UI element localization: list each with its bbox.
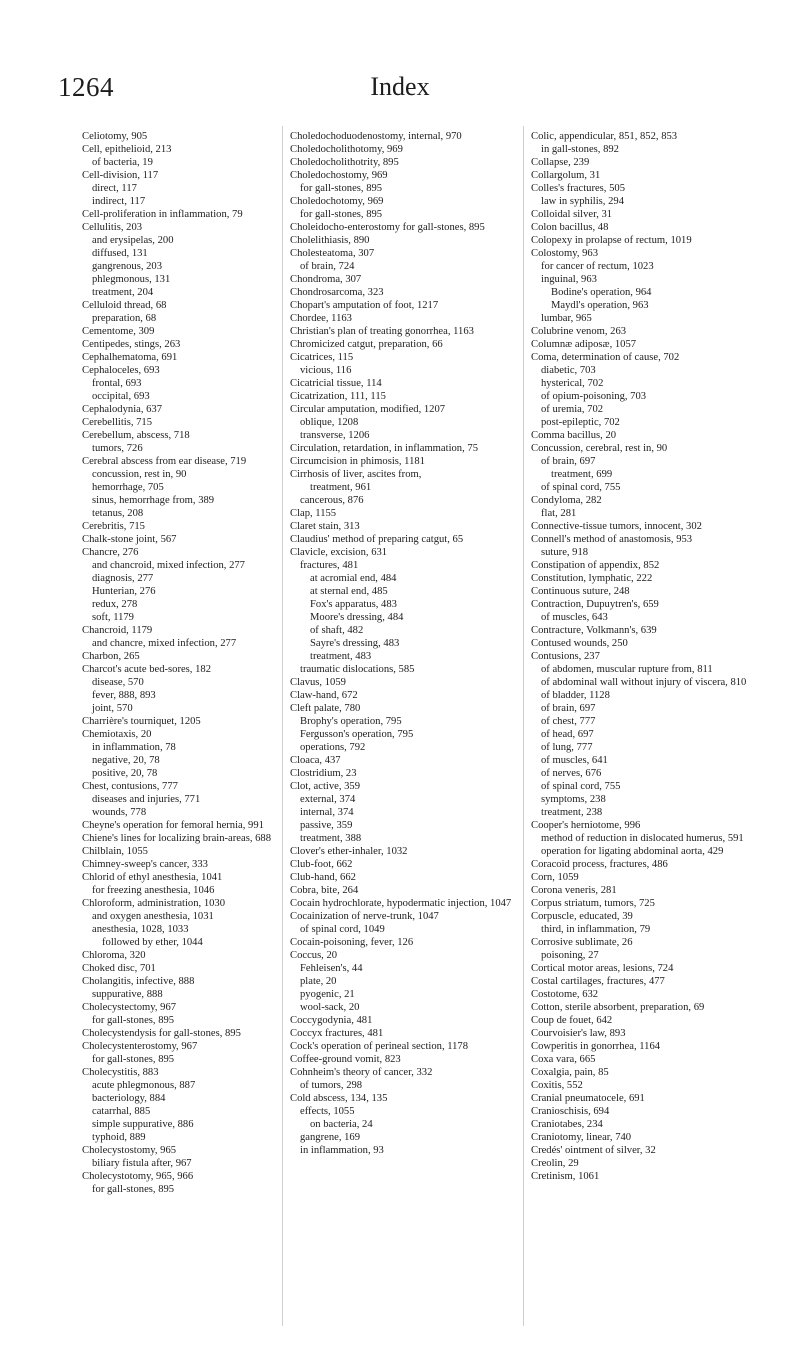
- index-entry: Centipedes, stings, 263: [82, 339, 181, 350]
- index-subentry: of brain, 724: [300, 261, 355, 272]
- index-subentry: tumors, 726: [92, 443, 143, 454]
- index-entry: Cementome, 309: [82, 326, 155, 337]
- index-subentry: fever, 888, 893: [92, 690, 156, 701]
- index-entry: Cobra, bite, 264: [290, 885, 359, 896]
- index-subentry: of spinal cord, 755: [541, 781, 621, 792]
- index-entry: Colloidal silver, 31: [531, 209, 613, 220]
- index-subentry: gangrene, 169: [300, 1132, 361, 1143]
- index-entry: Concussion, cerebral, rest in, 90: [531, 443, 668, 454]
- index-subentry: Fergusson's operation, 795: [300, 729, 414, 740]
- index-entry: Credés' ointment of silver, 32: [531, 1145, 656, 1156]
- index-subentry: lumbar, 965: [541, 313, 592, 324]
- index-entry: Coracoid process, fractures, 486: [531, 859, 668, 870]
- index-entry: Cooper's herniotome, 996: [531, 820, 641, 831]
- index-entry: Cholelithiasis, 890: [290, 235, 370, 246]
- index-subentry: hysterical, 702: [541, 378, 604, 389]
- index-entry: Chondrosarcoma, 323: [290, 287, 384, 298]
- index-subentry: of bladder, 1128: [541, 690, 610, 701]
- index-entry: Chiene's lines for localizing brain-areas, 688: [82, 833, 272, 844]
- index-entry: Costotome, 632: [531, 989, 599, 1000]
- index-entry: Celluloid thread, 68: [82, 300, 167, 311]
- index-subentry: fractures, 481: [300, 560, 359, 571]
- index-entry: Circumcision in phimosis, 1181: [290, 456, 425, 467]
- index-entry: Cirrhosis of liver, ascites from,: [290, 469, 422, 480]
- index-entry: Coma, determination of cause, 702: [531, 352, 680, 363]
- index-entry: Cerebritis, 715: [82, 521, 145, 532]
- index-subentry: internal, 374: [300, 807, 354, 818]
- index-entry: Choked disc, 701: [82, 963, 156, 974]
- index-subentry: phlegmonous, 131: [92, 274, 171, 285]
- index-entry: Clostridium, 23: [290, 768, 357, 779]
- index-entry: Cholecystotomy, 965, 966: [82, 1171, 194, 1182]
- index-entry: Coxalgia, pain, 85: [531, 1067, 609, 1078]
- index-entry: Cicatricial tissue, 114: [290, 378, 382, 389]
- index-entry: Cephalhematoma, 691: [82, 352, 178, 363]
- index-entry: Cell-division, 117: [82, 170, 159, 181]
- index-subentry: pyogenic, 21: [300, 989, 355, 1000]
- index-subentry: and chancroid, mixed infection, 277: [92, 560, 245, 571]
- index-subentry: and oxygen anesthesia, 1031: [92, 911, 214, 922]
- index-subentry: third, in inflammation, 79: [541, 924, 651, 935]
- index-subentry: followed by ether, 1044: [102, 937, 203, 948]
- index-subentry: symptoms, 238: [541, 794, 606, 805]
- index-subentry: of chest, 777: [541, 716, 596, 727]
- index-entry: Chancre, 276: [82, 547, 139, 558]
- index-subentry: of spinal cord, 1049: [300, 924, 385, 935]
- index-entry: Chemiotaxis, 20: [82, 729, 152, 740]
- index-subentry: of muscles, 641: [541, 755, 608, 766]
- page-title: Index: [370, 72, 430, 101]
- index-entry: Cholecystostomy, 965: [82, 1145, 177, 1156]
- index-entry: Coffee-ground vomit, 823: [290, 1054, 401, 1065]
- index-entry: Cerebellitis, 715: [82, 417, 153, 428]
- index-subentry: diabetic, 703: [541, 365, 596, 376]
- index-entry: Cloaca, 437: [290, 755, 341, 766]
- index-entry: Cotton, sterile absorbent, preparation, 69: [531, 1002, 705, 1013]
- index-subentry: external, 374: [300, 794, 356, 805]
- index-entry: Choledochostomy, 969: [290, 170, 388, 181]
- index-subentry: joint, 570: [92, 703, 133, 714]
- index-entry: Circular amputation, modified, 1207: [290, 404, 446, 415]
- index-entry: Collapse, 239: [531, 157, 590, 168]
- index-entry: Clot, active, 359: [290, 781, 361, 792]
- index-entry: Cleft palate, 780: [290, 703, 361, 714]
- index-subentry: simple suppurative, 886: [92, 1119, 194, 1130]
- index-entry: Coxa vara, 665: [531, 1054, 596, 1065]
- index-entry: Celiotomy, 905: [82, 131, 148, 142]
- index-entry: Coccyx fractures, 481: [290, 1028, 384, 1039]
- index-subentry: Maydl's operation, 963: [551, 300, 649, 311]
- index-entry: Corpus striatum, tumors, 725: [531, 898, 655, 909]
- index-subentry: concussion, rest in, 90: [92, 469, 187, 480]
- index-subentry: indirect, 117: [92, 196, 146, 207]
- index-subentry: treatment, 483: [310, 651, 372, 662]
- index-subentry: treatment, 204: [92, 287, 154, 298]
- index-subentry: Fehleisen's, 44: [300, 963, 363, 974]
- index-subentry: for gall-stones, 895: [300, 183, 383, 194]
- index-subentry: positive, 20, 78: [92, 768, 158, 779]
- index-subentry: of muscles, 643: [541, 612, 608, 623]
- index-entry: Chromicized catgut, preparation, 66: [290, 339, 443, 350]
- index-entry: Collargolum, 31: [531, 170, 601, 181]
- index-subentry: soft, 1179: [92, 612, 134, 623]
- index-entry: Cretinism, 1061: [531, 1171, 600, 1182]
- index-subentry: suppurative, 888: [92, 989, 163, 1000]
- index-entry: Choledochoduodenostomy, internal, 970: [290, 131, 462, 142]
- index-entry: Cell, epithelioid, 213: [82, 144, 172, 155]
- index-entry: Chimney-sweep's cancer, 333: [82, 859, 208, 870]
- index-subentry: in gall-stones, 892: [541, 144, 619, 155]
- index-subentry: effects, 1055: [300, 1106, 355, 1117]
- index-subentry: acute phlegmonous, 887: [92, 1080, 196, 1091]
- index-entry: Cephaloceles, 693: [82, 365, 160, 376]
- index-subentry: direct, 117: [92, 183, 137, 194]
- index-subentry: for cancer of rectum, 1023: [541, 261, 654, 272]
- index-entry: Circulation, retardation, in inflammation, 75: [290, 443, 478, 454]
- index-entry: Choledocholithotomy, 969: [290, 144, 403, 155]
- index-entry: Cocain hydrochlorate, hypodermatic injection, 1047: [290, 898, 512, 909]
- index-entry: Charbon, 265: [82, 651, 140, 662]
- index-entry: Comma bacillus, 20: [531, 430, 617, 441]
- index-column-1: [82, 130, 314, 1196]
- index-entry: Chalk-stone joint, 567: [82, 534, 177, 545]
- index-subentry: operations, 792: [300, 742, 366, 753]
- index-subentry: flat, 281: [541, 508, 577, 519]
- index-column-3: [531, 130, 763, 1183]
- index-subentry: treatment, 699: [551, 469, 613, 480]
- index-subentry: gangrenous, 203: [92, 261, 163, 272]
- index-entry: Coccygodynia, 481: [290, 1015, 373, 1026]
- index-subentry: transverse, 1206: [300, 430, 370, 441]
- index-entry: Choledocholithotrity, 895: [290, 157, 399, 168]
- index-entry: Chlorid of ethyl anesthesia, 1041: [82, 872, 223, 883]
- index-entry: Cell-proliferation in inflammation, 79: [82, 209, 243, 220]
- index-entry: Cholangitis, infective, 888: [82, 976, 195, 987]
- column-divider: [523, 126, 524, 1326]
- index-subentry: for gall-stones, 895: [300, 209, 383, 220]
- index-entry: Craniotomy, linear, 740: [531, 1132, 632, 1143]
- index-entry: Cholecystitis, 883: [82, 1067, 159, 1078]
- index-entry: Cellulitis, 203: [82, 222, 143, 233]
- index-entry: Choleidocho-enterostomy for gall-stones, 895: [290, 222, 485, 233]
- index-entry: Contraction, Dupuytren's, 659: [531, 599, 659, 610]
- index-subentry: of abdominal wall without injury of viscera, 810: [541, 677, 747, 688]
- index-entry: Creolin, 29: [531, 1158, 579, 1169]
- index-entry: Cranial pneumatocele, 691: [531, 1093, 645, 1104]
- index-entry: Contused wounds, 250: [531, 638, 628, 649]
- index-entry: Chest, contusions, 777: [82, 781, 178, 792]
- index-entry: Cohnheim's theory of cancer, 332: [290, 1067, 433, 1078]
- index-entry: Cholecystendysis for gall-stones, 895: [82, 1028, 241, 1039]
- index-entry: Contusions, 237: [531, 651, 600, 662]
- index-subentry: redux, 278: [92, 599, 138, 610]
- index-subentry: inguinal, 963: [541, 274, 597, 285]
- index-entry: Colles's fractures, 505: [531, 183, 625, 194]
- index-entry: Cranioschisis, 694: [531, 1106, 610, 1117]
- index-entry: Charcot's acute bed-sores, 182: [82, 664, 211, 675]
- index-subentry: operation for ligating abdominal aorta, 429: [541, 846, 724, 857]
- index-subentry: on bacteria, 24: [310, 1119, 373, 1130]
- index-subentry: for gall-stones, 895: [92, 1184, 175, 1195]
- index-entry: Cheyne's operation for femoral hernia, 991: [82, 820, 264, 831]
- index-entry: Corn, 1059: [531, 872, 579, 883]
- index-entry: Chordee, 1163: [290, 313, 352, 324]
- index-entry: Cerebellum, abscess, 718: [82, 430, 190, 441]
- index-entry: Condyloma, 282: [531, 495, 602, 506]
- index-entry: Corona veneris, 281: [531, 885, 617, 896]
- index-entry: Cicatrization, 111, 115: [290, 391, 386, 402]
- index-subentry: Moore's dressing, 484: [310, 612, 404, 623]
- index-subentry: disease, 570: [92, 677, 144, 688]
- index-subentry: passive, 359: [300, 820, 353, 831]
- index-subentry: diseases and injuries, 771: [92, 794, 201, 805]
- index-entry: Colubrine venom, 263: [531, 326, 627, 337]
- index-subentry: Brophy's operation, 795: [300, 716, 402, 727]
- index-subentry: and erysipelas, 200: [92, 235, 174, 246]
- index-subentry: negative, 20, 78: [92, 755, 160, 766]
- index-subentry: Bodine's operation, 964: [551, 287, 652, 298]
- index-column-2: [290, 130, 522, 1157]
- index-entry: Cicatrices, 115: [290, 352, 354, 363]
- index-entry: Colostomy, 963: [531, 248, 599, 259]
- index-subentry: for gall-stones, 895: [92, 1054, 175, 1065]
- index-subentry: of lung, 777: [541, 742, 593, 753]
- index-subentry: occipital, 693: [92, 391, 150, 402]
- index-entry: Columnæ adiposæ, 1057: [531, 339, 637, 350]
- index-subentry: bacteriology, 884: [92, 1093, 166, 1104]
- index-subentry: vicious, 116: [300, 365, 352, 376]
- index-subentry: at acromial end, 484: [310, 573, 397, 584]
- index-entry: Claudius' method of preparing catgut, 65: [290, 534, 464, 545]
- index-entry: Charrière's tourniquet, 1205: [82, 716, 201, 727]
- index-subentry: of abdomen, muscular rupture from, 811: [541, 664, 713, 675]
- index-subentry: for freezing anesthesia, 1046: [92, 885, 215, 896]
- index-subentry: Sayre's dressing, 483: [310, 638, 400, 649]
- index-entry: Chancroid, 1179: [82, 625, 153, 636]
- index-subentry: cancerous, 876: [300, 495, 364, 506]
- index-entry: Courvoisier's law, 893: [531, 1028, 626, 1039]
- index-subentry: of uremia, 702: [541, 404, 604, 415]
- index-entry: Cortical motor areas, lesions, 724: [531, 963, 674, 974]
- index-entry: Club-foot, 662: [290, 859, 353, 870]
- index-subentry: plate, 20: [300, 976, 337, 987]
- index-subentry: anesthesia, 1028, 1033: [92, 924, 189, 935]
- index-entry: Contracture, Volkmann's, 639: [531, 625, 657, 636]
- index-subentry: sinus, hemorrhage from, 389: [92, 495, 215, 506]
- index-subentry: method of reduction in dislocated humerus, 591: [541, 833, 744, 844]
- index-subentry: suture, 918: [541, 547, 589, 558]
- index-entry: Clover's ether-inhaler, 1032: [290, 846, 408, 857]
- index-entry: Cholecystectomy, 967: [82, 1002, 177, 1013]
- index-entry: Clap, 1155: [290, 508, 337, 519]
- index-subentry: post-epileptic, 702: [541, 417, 620, 428]
- index-entry: Claret stain, 313: [290, 521, 360, 532]
- index-subentry: wool-sack, 20: [300, 1002, 360, 1013]
- index-subentry: traumatic dislocations, 585: [300, 664, 415, 675]
- index-entry: Claw-hand, 672: [290, 690, 358, 701]
- index-entry: Cocainization of nerve-trunk, 1047: [290, 911, 439, 922]
- index-subentry: frontal, 693: [92, 378, 142, 389]
- index-entry: Colic, appendicular, 851, 852, 853: [531, 131, 678, 142]
- index-subentry: in inflammation, 93: [300, 1145, 384, 1156]
- index-entry: Christian's plan of treating gonorrhea, 1163: [290, 326, 474, 337]
- index-entry: Cephalodynia, 637: [82, 404, 163, 415]
- index-entry: Cock's operation of perineal section, 1178: [290, 1041, 469, 1052]
- index-subentry: of opium-poisoning, 703: [541, 391, 647, 402]
- index-subentry: treatment, 388: [300, 833, 362, 844]
- index-entry: Colopexy in prolapse of rectum, 1019: [531, 235, 692, 246]
- index-entry: Chilblain, 1055: [82, 846, 148, 857]
- index-entry: Chondroma, 307: [290, 274, 362, 285]
- index-subentry: oblique, 1208: [300, 417, 359, 428]
- index-subentry: poisoning, 27: [541, 950, 599, 961]
- index-subentry: of tumors, 298: [300, 1080, 363, 1091]
- index-subentry: preparation, 68: [92, 313, 157, 324]
- index-entry: Choledochotomy, 969: [290, 196, 384, 207]
- index-entry: Chloroform, administration, 1030: [82, 898, 226, 909]
- page-number: 1264: [58, 72, 114, 102]
- index-subentry: of brain, 697: [541, 703, 596, 714]
- index-subentry: treatment, 238: [541, 807, 603, 818]
- index-entry: Coxitis, 552: [531, 1080, 583, 1091]
- index-subentry: treatment, 961: [310, 482, 372, 493]
- index-subentry: and chancre, mixed infection, 277: [92, 638, 237, 649]
- index-entry: Colon bacillus, 48: [531, 222, 609, 233]
- index-entry: Clavus, 1059: [290, 677, 346, 688]
- index-subentry: in inflammation, 78: [92, 742, 176, 753]
- index-subentry: of spinal cord, 755: [541, 482, 621, 493]
- index-subentry: diagnosis, 277: [92, 573, 154, 584]
- index-subentry: wounds, 778: [92, 807, 147, 818]
- index-entry: Craniotabes, 234: [531, 1119, 603, 1130]
- index-entry: Chloroma, 320: [82, 950, 146, 961]
- index-subentry: biliary fistula after, 967: [92, 1158, 192, 1169]
- index-entry: Club-hand, 662: [290, 872, 356, 883]
- index-entry: Cocain-poisoning, fever, 126: [290, 937, 414, 948]
- index-subentry: hemorrhage, 705: [92, 482, 164, 493]
- index-entry: Costal cartilages, fractures, 477: [531, 976, 665, 987]
- index-subentry: of head, 697: [541, 729, 594, 740]
- index-entry: Cholecystenterostomy, 967: [82, 1041, 198, 1052]
- index-entry: Constipation of appendix, 852: [531, 560, 660, 571]
- index-entry: Chopart's amputation of foot, 1217: [290, 300, 439, 311]
- index-entry: Coup de fouet, 642: [531, 1015, 613, 1026]
- index-subentry: typhoid, 889: [92, 1132, 146, 1143]
- index-subentry: at sternal end, 485: [310, 586, 388, 597]
- index-subentry: of nerves, 676: [541, 768, 602, 779]
- index-entry: Coccus, 20: [290, 950, 338, 961]
- index-entry: Connell's method of anastomosis, 953: [531, 534, 693, 545]
- index-entry: Cold abscess, 134, 135: [290, 1093, 388, 1104]
- index-entry: Corpuscle, educated, 39: [531, 911, 633, 922]
- index-subentry: diffused, 131: [92, 248, 148, 259]
- index-subentry: of shaft, 482: [310, 625, 364, 636]
- index-subentry: of bacteria, 19: [92, 157, 153, 168]
- index-subentry: law in syphilis, 294: [541, 196, 624, 207]
- index-entry: Cerebral abscess from ear disease, 719: [82, 456, 247, 467]
- index-entry: Corrosive sublimate, 26: [531, 937, 633, 948]
- index-entry: Cowperitis in gonorrhea, 1164: [531, 1041, 661, 1052]
- index-entry: Connective-tissue tumors, innocent, 302: [531, 521, 702, 532]
- index-entry: Constitution, lymphatic, 222: [531, 573, 653, 584]
- index-subentry: tetanus, 208: [92, 508, 144, 519]
- index-subentry: catarrhal, 885: [92, 1106, 151, 1117]
- index-subentry: Hunterian, 276: [92, 586, 156, 597]
- index-subentry: of brain, 697: [541, 456, 596, 467]
- index-subentry: Fox's apparatus, 483: [310, 599, 397, 610]
- index-subentry: for gall-stones, 895: [92, 1015, 175, 1026]
- index-entry: Continuous suture, 248: [531, 586, 630, 597]
- index-entry: Cholesteatoma, 307: [290, 248, 375, 259]
- index-entry: Clavicle, excision, 631: [290, 547, 388, 558]
